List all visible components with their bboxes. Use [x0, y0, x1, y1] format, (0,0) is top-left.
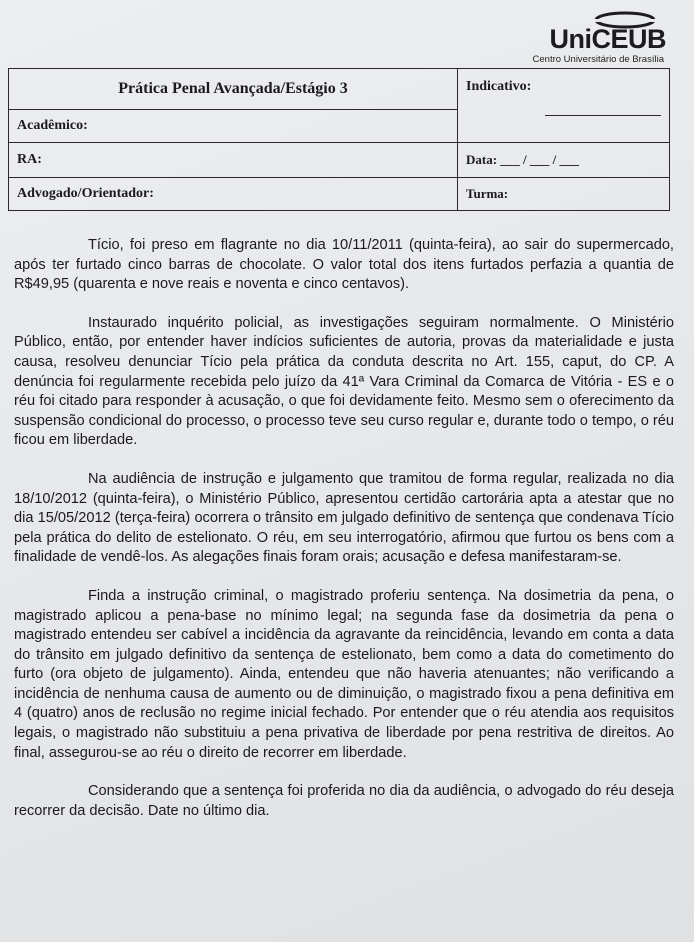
logo-brand: UniCEUB — [549, 24, 666, 54]
paragraph: Finda a instrução criminal, o magistrado proferiu sentença. Na dosimetria da pena, o magistrado aplicou a pena-base no mínimo legal; na segunda fase da dosimetria da pena o magistrado entendeu ser cabível a incidência da agravante da reincidência, levando em conta a data do trânsito em julgado definitivo da sentença de estelionato, bem como a data do cometimento do furto (ora objeto de julgamento). Ainda, entendeu que não haveria atenuantes; não verificando a incidência de nenhuma causa de aumento ou de diminuição, o magistrado fixou a pena definitiva em 4 (quatro) anos de reclusão no regime inicial fechado. Por entender que o réu atendia aos requisitos legais, o magistrado não substituiu a pena privativa de liberdade por pena restritiva de direitos. Ao final, assegurou-se ao réu o direito de recorrer em liberdade. — [14, 587, 674, 761]
paragraph: Instaurado inquérito policial, as investigações seguiram normalmente. O Ministério Público, então, por entender haver indícios suficientes de autoria, provas da materialidade e justa causa, resolveu denunciar Tício pela prática da conduta descrita no Art. 155, caput, do CP. A denúncia foi regularmente recebida pelo juízo da 41ª Vara Criminal da Comarca de Vitória - ES e o réu foi citado para responder à acusação, o que foi devidamente feito. Mesmo sem o oferecimento da suspensão condicional do processo, o processo teve seu curso regular e, durante todo o tempo, o réu ficou em liberdade. — [14, 314, 674, 449]
advogado-orientador-field[interactable]: Advogado/Orientador: — [9, 178, 458, 211]
university-logo — [518, 10, 678, 66]
ra-field[interactable]: RA: — [9, 143, 458, 178]
date-field[interactable]: Data: ___ / ___ / ___ — [458, 143, 670, 178]
paragraph: Na audiência de instrução e julgamento que tramitou de forma regular, realizada no dia 18/10/2012 (quinta-feira), o Ministério Público, apresentou certidão cartorária apta a atestar que no dia 15/05/2012 (terça-feira) ocorrera o trânsito em julgado definitivo de sentença que condenava Tício pela prática do delito de estelionato. O réu, em seu interrogatório, afirmou que furtou os bens com a finalidade de vendê-los. As alegações finais foram orais; acusação e defesa manifestaram-se. — [14, 470, 674, 566]
academico-field[interactable]: Acadêmico: — [9, 110, 458, 143]
header-form-table — [8, 68, 670, 211]
course-title: Prática Penal Avançada/Estágio 3 — [9, 69, 458, 110]
case-text — [14, 236, 674, 840]
indicativo-label: Indicativo: — [466, 79, 532, 94]
paragraph: Tício, foi preso em flagrante no dia 10/11/2011 (quinta-feira), ao sair do supermercado, após ter furtado cinco barras de chocolate. O valor total dos itens furtados perfazia a quantia de R$49,95 (quarenta e nove reais e noventa e cinco centavos). — [14, 237, 674, 293]
logo-subtitle: Centro Universitário de Brasília — [532, 54, 664, 65]
indicativo-blank-line[interactable] — [545, 115, 661, 116]
paragraph: Considerando que a sentença foi proferida no dia da audiência, o advogado do réu deseja recorrer da decisão. Date no último dia. — [14, 783, 674, 819]
turma-field[interactable]: Turma: — [458, 178, 670, 211]
indicativo-cell — [458, 69, 670, 143]
